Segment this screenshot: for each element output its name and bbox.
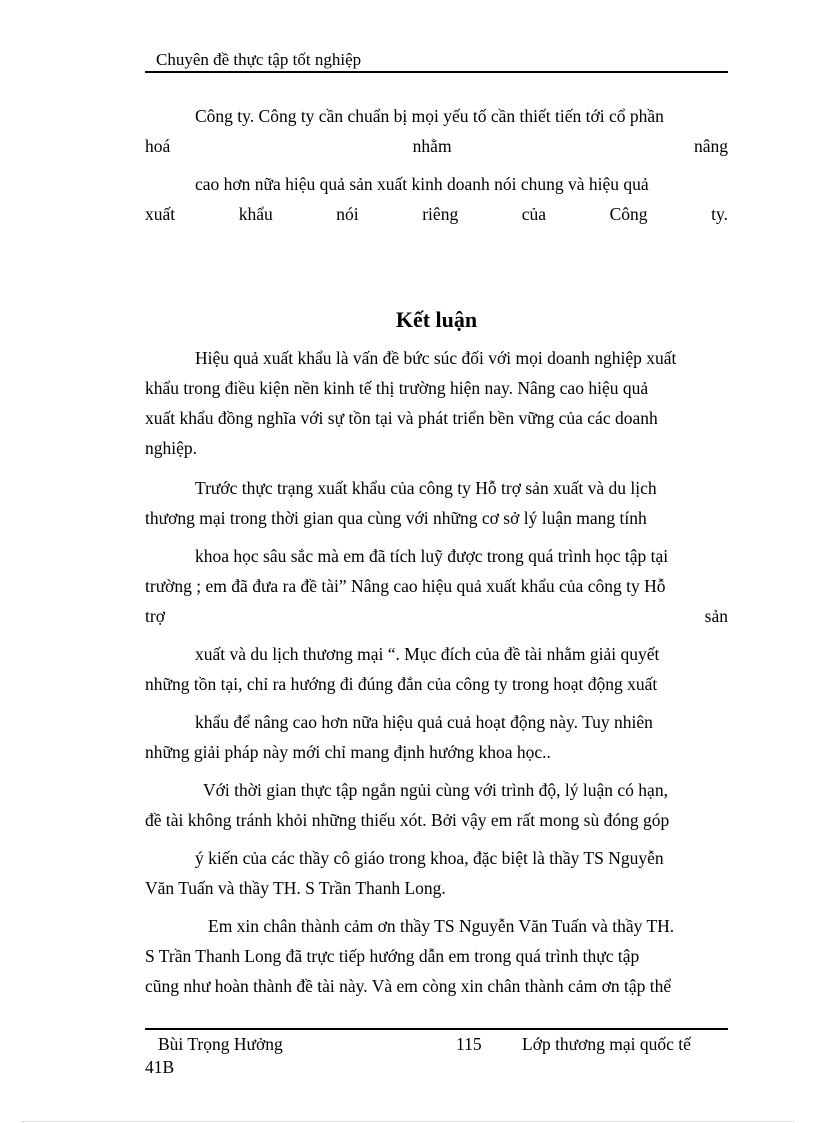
intro-line-2-word: hoá: [145, 136, 171, 156]
p3-line-3-word: sản: [704, 606, 728, 626]
p3-line-2: trường ; em đã đưa ra đề tài” Nâng cao hiệu quả xuất khẩu của công ty Hỗ: [145, 576, 666, 596]
footer-author: Bùi Trọng Hưởng: [158, 1034, 283, 1054]
p3-line-3-word: trợ: [145, 606, 165, 626]
p5-line-2: những giải pháp này mới chỉ mang định hướng khoa học..: [145, 742, 551, 762]
intro-line-4-word: xuất: [145, 204, 176, 224]
intro-line-4-word: ty.: [711, 204, 728, 224]
p7-line-2: Văn Tuấn và thầy TH. S Trần Thanh Long.: [145, 878, 446, 898]
intro-line-3: cao hơn nữa hiệu quả sản xuất kinh doanh nói chung và hiệu quả: [195, 174, 649, 194]
intro-line-4-word: của: [521, 204, 547, 224]
p8-line-1: Em xin chân thành cảm ơn thầy TS Nguyễn Văn Tuấn và thầy TH.: [208, 916, 675, 936]
p3-line-1: khoa học sâu sắc mà em đã tích luỹ được trong quá trình học tập tại: [195, 546, 669, 566]
page-bottom-border: [22, 1121, 794, 1122]
footer-class: Lớp thương mại quốc tế: [522, 1034, 691, 1054]
p8-line-2: S Trần Thanh Long đã trực tiếp hướng dẫn em trong quá trình thực tập: [145, 946, 640, 966]
intro-line-1: Công ty. Công ty cần chuẩn bị mọi yếu tố cần thiết tiến tới cổ phần: [195, 106, 664, 126]
p1-line-3: xuất khẩu đồng nghĩa với sự tồn tại và phát triển bền vững của các doanh: [145, 408, 658, 428]
intro-line-2-word: nâng: [693, 136, 728, 156]
footer-page-number: 115: [456, 1034, 482, 1054]
p8-line-3: cũng như hoàn thành đề tài này. Và em còng xin chân thành cảm ơn tập thể: [145, 976, 672, 996]
footer-class-cont: 41B: [145, 1057, 175, 1077]
intro-line-4-word: riêng: [422, 204, 459, 224]
p1-line-2: khẩu trong điều kiện nền kinh tế thị trường hiện nay. Nâng cao hiệu quả: [145, 378, 649, 398]
header-rule: [145, 71, 728, 73]
p6-line-2: đề tài không tránh khỏi những thiếu xót. Bởi vậy em rất mong sù đóng góp: [145, 810, 670, 830]
intro-line-4: [145, 203, 728, 225]
p2-line-2: thương mại trong thời gian qua cùng với những cơ sở lý luận mang tính: [145, 508, 647, 528]
p1-line-4: nghiệp.: [145, 438, 198, 458]
intro-line-4-word: khẩu: [238, 204, 273, 224]
intro-line-2-word: nhằm: [412, 136, 452, 156]
section-title: Kết luận: [395, 307, 478, 332]
p4-line-2: những tồn tại, chỉ ra hướng đi đúng đắn của công ty trong hoạt động xuất: [145, 674, 658, 694]
intro-line-4-word: nói: [336, 204, 359, 224]
intro-line-2: [145, 135, 728, 157]
p5-line-1: khẩu để nâng cao hơn nữa hiệu quả cuả hoạt động này. Tuy nhiên: [195, 712, 653, 732]
p1-line-1: Hiệu quả xuất khẩu là vấn đề bức súc đối với mọi doanh nghiệp xuất: [195, 348, 677, 368]
footer-rule: [145, 1028, 728, 1030]
intro-line-4-word: Công: [609, 204, 648, 224]
p7-line-1: ý kiến của các thầy cô giáo trong khoa, đặc biệt là thầy TS Nguyễn: [195, 848, 664, 868]
p6-line-1: Với thời gian thực tập ngắn ngủi cùng với trình độ, lý luận có hạn,: [203, 780, 668, 800]
p2-line-1: Trước thực trạng xuất khẩu của công ty Hỗ trợ sản xuất và du lịch: [195, 478, 657, 498]
page-header-title: Chuyên đề thực tập tốt nghiệp: [156, 50, 362, 69]
p4-line-1: xuất và du lịch thương mại “. Mục đích của đề tài nhằm giải quyết: [195, 644, 660, 664]
p3-line-3: [145, 605, 728, 627]
